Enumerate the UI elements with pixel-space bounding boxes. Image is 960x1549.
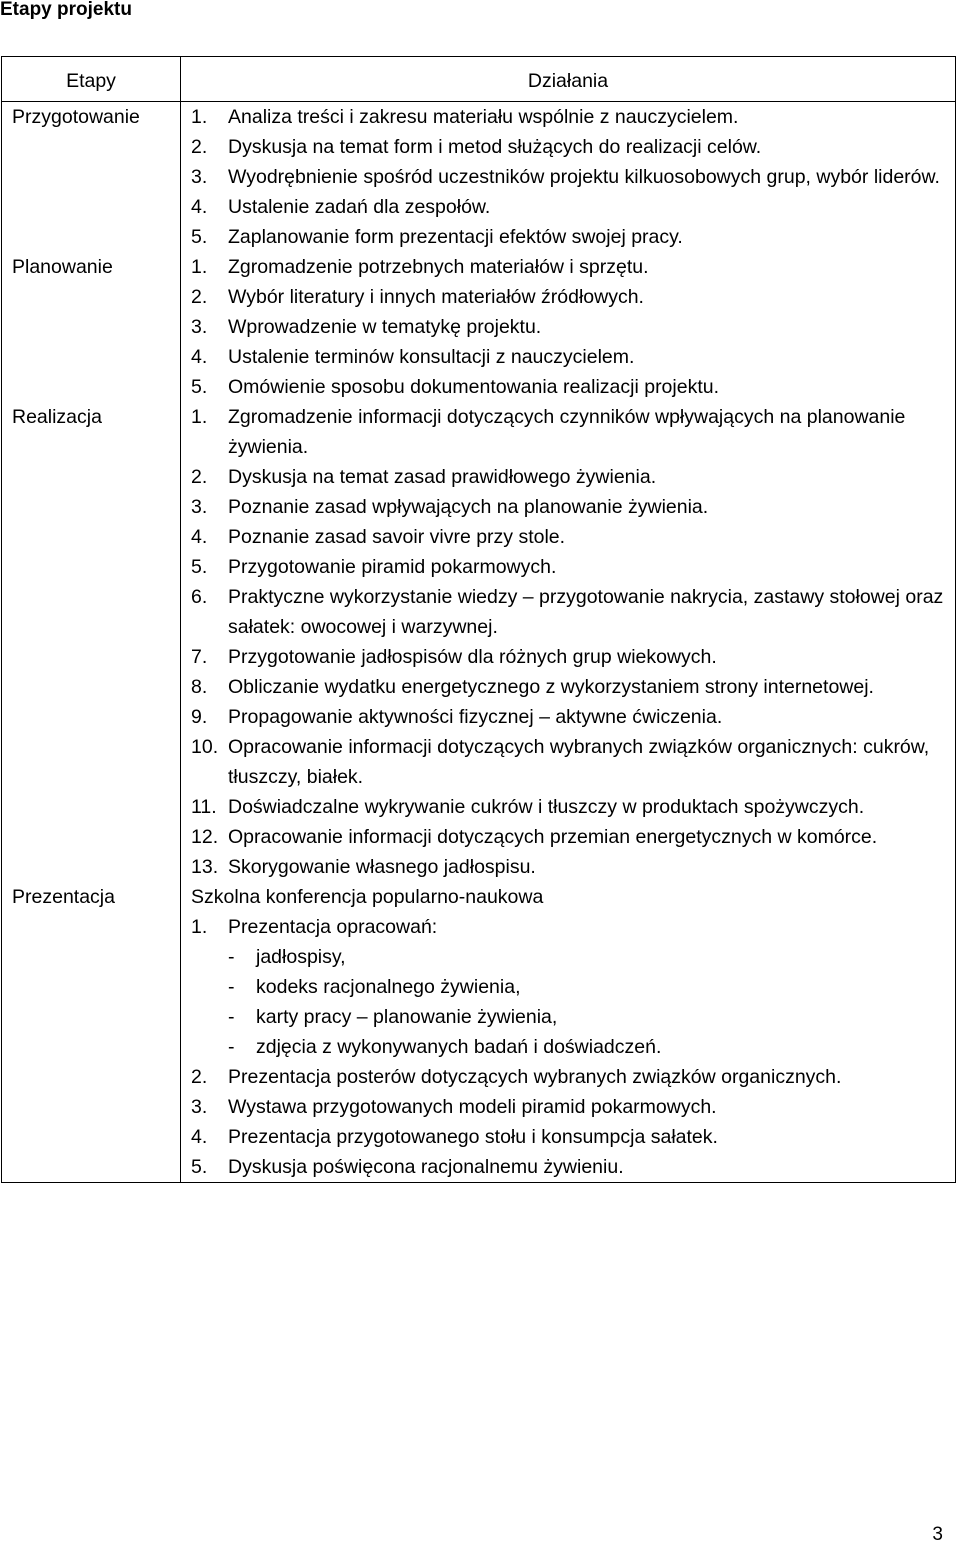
action-text: Obliczanie wydatku energetycznego z wykorzystaniem strony internetowej. bbox=[228, 676, 874, 698]
action-text: Zgromadzenie potrzebnych materiałów i sprzętu. bbox=[228, 256, 649, 278]
action-number: 3. bbox=[191, 1096, 208, 1118]
stages-body bbox=[2, 102, 956, 1183]
action-number: 2. bbox=[191, 136, 208, 158]
action-number: 4. bbox=[191, 1126, 208, 1148]
action-text: Omówienie sposobu dokumentowania realizacji projektu. bbox=[228, 376, 720, 398]
action-text: Wystawa przygotowanych modeli piramid pokarmowych. bbox=[228, 1096, 717, 1118]
action-item bbox=[191, 582, 955, 642]
page-heading: Etapy projektu bbox=[0, 0, 132, 20]
action-number: 11. bbox=[191, 796, 217, 818]
stage-actions bbox=[181, 882, 956, 1183]
subitem-dash: - bbox=[228, 946, 235, 968]
action-number: 8. bbox=[191, 676, 208, 698]
action-item bbox=[191, 552, 955, 582]
action-item bbox=[191, 312, 955, 342]
action-text: Zgromadzenie informacji dotyczących czynników wpływających na planowanie żywienia. bbox=[228, 406, 906, 458]
table-row bbox=[2, 252, 956, 402]
action-text: Prezentacja posterów dotyczących wybranych związków organicznych. bbox=[228, 1066, 842, 1088]
subitem-text: zdjęcia z wykonywanych badań i doświadczeń. bbox=[256, 1036, 662, 1058]
action-item bbox=[191, 222, 955, 252]
action-text: Skorygowanie własnego jadłospisu. bbox=[228, 856, 536, 878]
page-number: 3 bbox=[932, 1524, 943, 1545]
action-number: 4. bbox=[191, 196, 208, 218]
action-text: Dyskusja na temat form i metod służących do realizacji celów. bbox=[228, 136, 762, 158]
stage-actions bbox=[181, 102, 956, 253]
action-number: 2. bbox=[191, 466, 208, 488]
action-item bbox=[191, 342, 955, 372]
subitem-text: karty pracy – planowanie żywienia, bbox=[256, 1006, 558, 1028]
action-item bbox=[191, 1062, 955, 1092]
action-number: 7. bbox=[191, 646, 208, 668]
action-item bbox=[191, 252, 955, 282]
action-item bbox=[191, 492, 955, 522]
action-text: Praktyczne wykorzystanie wiedzy – przygotowanie nakrycia, zastawy stołowej oraz sałatek: owocowej i warzywnej. bbox=[228, 586, 944, 638]
subitem-text: jadłospisy, bbox=[256, 946, 346, 968]
table-row bbox=[2, 402, 956, 882]
action-text: Przygotowanie jadłospisów dla różnych grup wiekowych. bbox=[228, 646, 717, 668]
action-text: Propagowanie aktywności fizycznej – aktywne ćwiczenia. bbox=[228, 706, 723, 728]
action-item bbox=[191, 522, 955, 552]
action-number: 5. bbox=[191, 556, 208, 578]
action-number: 4. bbox=[191, 526, 208, 548]
action-number: 5. bbox=[191, 226, 208, 248]
action-subitem bbox=[191, 972, 955, 1002]
action-item bbox=[191, 672, 955, 702]
stages-table bbox=[1, 56, 956, 1183]
action-number: 4. bbox=[191, 346, 208, 368]
action-item bbox=[191, 822, 955, 852]
action-text: Dyskusja na temat zasad prawidłowego żywienia. bbox=[228, 466, 657, 488]
action-text: Ustalenie terminów konsultacji z nauczycielem. bbox=[228, 346, 635, 368]
action-item bbox=[191, 132, 955, 162]
action-text: Doświadczalne wykrywanie cukrów i tłuszczy w produktach spożywczych. bbox=[228, 796, 865, 818]
table-header-row bbox=[2, 57, 956, 102]
subitem-text: kodeks racjonalnego żywienia, bbox=[256, 976, 521, 998]
action-number: 3. bbox=[191, 496, 208, 518]
stage-name: Planowanie bbox=[2, 252, 181, 402]
action-text: Opracowanie informacji dotyczących wybranych związków organicznych: cukrów, tłuszczy, białek. bbox=[228, 736, 930, 788]
action-number: 1. bbox=[191, 916, 208, 938]
action-number: 1. bbox=[191, 406, 208, 428]
action-text: Opracowanie informacji dotyczących przemian energetycznych w komórce. bbox=[228, 826, 878, 848]
action-item bbox=[191, 852, 955, 882]
action-item bbox=[191, 702, 955, 732]
action-item bbox=[191, 1122, 955, 1152]
action-text: Dyskusja poświęcona racjonalnemu żywieniu. bbox=[228, 1156, 624, 1178]
action-item bbox=[191, 462, 955, 492]
table-row bbox=[2, 102, 956, 253]
action-item bbox=[191, 192, 955, 222]
action-item bbox=[191, 912, 955, 942]
action-item bbox=[191, 282, 955, 312]
action-item bbox=[191, 1092, 955, 1122]
action-item bbox=[191, 102, 955, 132]
action-text: Poznanie zasad wpływających na planowanie żywienia. bbox=[228, 496, 709, 518]
action-number: 12. bbox=[191, 826, 219, 848]
action-text: Wybór literatury i innych materiałów źródłowych. bbox=[228, 286, 644, 308]
table-row bbox=[2, 882, 956, 1183]
action-text: Poznanie zasad savoir vivre przy stole. bbox=[228, 526, 566, 548]
action-number: 10. bbox=[191, 736, 219, 758]
stage-name: Prezentacja bbox=[2, 882, 181, 1183]
subitem-dash: - bbox=[228, 1036, 235, 1058]
action-subitem bbox=[191, 942, 955, 972]
action-number: 2. bbox=[191, 286, 208, 308]
action-number: 6. bbox=[191, 586, 208, 608]
action-text: Wprowadzenie w tematykę projektu. bbox=[228, 316, 542, 338]
action-number: 13. bbox=[191, 856, 219, 878]
action-subitem bbox=[191, 1032, 955, 1062]
action-text: Prezentacja przygotowanego stołu i konsumpcja sałatek. bbox=[228, 1126, 718, 1148]
action-text: Przygotowanie piramid pokarmowych. bbox=[228, 556, 557, 578]
action-item bbox=[191, 642, 955, 672]
action-number: 1. bbox=[191, 106, 208, 128]
actions-lead: Szkolna konferencja popularno-naukowa bbox=[191, 886, 544, 908]
action-number: 3. bbox=[191, 316, 208, 338]
header-stage: Etapy bbox=[2, 57, 181, 102]
action-number: 5. bbox=[191, 376, 208, 398]
action-number: 3. bbox=[191, 166, 208, 188]
action-subitem bbox=[191, 1002, 955, 1032]
action-item bbox=[191, 732, 955, 792]
action-text: Analiza treści i zakresu materiału wspólnie z nauczycielem. bbox=[228, 106, 739, 128]
action-item bbox=[191, 162, 955, 192]
stage-name: Przygotowanie bbox=[2, 102, 181, 253]
action-text: Prezentacja opracowań: bbox=[228, 916, 438, 938]
action-number: 2. bbox=[191, 1066, 208, 1088]
stage-name: Realizacja bbox=[2, 402, 181, 882]
header-actions: Działania bbox=[181, 57, 956, 102]
action-text: Ustalenie zadań dla zespołów. bbox=[228, 196, 491, 218]
subitem-dash: - bbox=[228, 976, 235, 998]
action-item bbox=[191, 402, 955, 462]
action-number: 9. bbox=[191, 706, 208, 728]
action-number: 1. bbox=[191, 256, 208, 278]
action-item bbox=[191, 792, 955, 822]
action-text: Wyodrębnienie spośród uczestników projektu kilkuosobowych grup, wybór liderów. bbox=[228, 166, 940, 188]
action-text: Zaplanowanie form prezentacji efektów swojej pracy. bbox=[228, 226, 683, 248]
action-number: 5. bbox=[191, 1156, 208, 1178]
stage-actions bbox=[181, 402, 956, 882]
stage-actions bbox=[181, 252, 956, 402]
subitem-dash: - bbox=[228, 1006, 235, 1028]
action-item bbox=[191, 372, 955, 402]
action-item bbox=[191, 1152, 955, 1182]
